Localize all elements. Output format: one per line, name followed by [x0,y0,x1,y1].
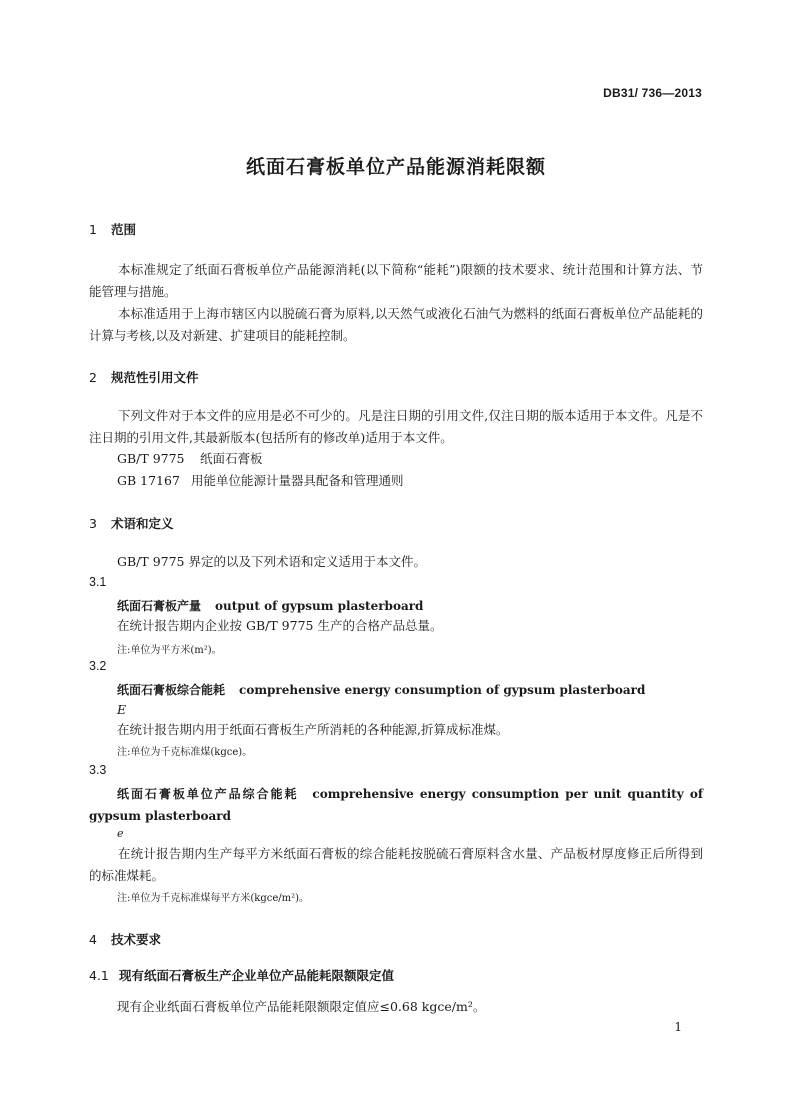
term-3-3 [89,783,703,827]
section-title: 规范性引用文件 [111,370,199,385]
section-title: 技术要求 [111,932,162,947]
term-english: comprehensive energy consumption of gypsum plasterboard [239,683,646,697]
section-title: 范围 [111,222,137,237]
term-english: comprehensive energy consumption per unit quantity of gypsum plasterboard [89,787,703,823]
term-chinese: 纸面石膏板产量 [117,599,202,613]
term-chinese: 纸面石膏板综合能耗 [117,683,226,697]
terms-intro: GB/T 9775 界定的以及下列术语和定义适用于本文件。 [117,554,426,569]
section-number: 4 [89,932,97,947]
scope-paragraph-2: 本标准适用于上海市辖区内以脱硫石膏为原料,以天然气或液化石油气为燃料的纸面石膏板单位产品能耗的计算与考核,以及对新建、扩建项目的能耗控制。 [89,306,703,343]
clause-number: 3.1 [89,575,107,589]
reference-item [117,449,263,467]
reference-title: 用能单位能源计量器具配备和管理通则 [191,473,404,488]
reference-item [117,471,404,489]
section-number: 1 [89,222,97,237]
section-title: 现有纸面石膏板生产企业单位产品能耗限额限定值 [119,968,395,983]
reference-code: GB/T 9775 [117,451,185,466]
reference-title: 纸面石膏板 [200,451,263,466]
term-definition: 在统计报告期内企业按 GB/T 9775 生产的合格产品总量。 [117,618,443,633]
term-note: 注:单位为平方米(m²)。 [117,645,222,656]
section-3-heading [89,514,174,532]
references-intro-paragraph: 下列文件对于本文件的应用是必不可少的。凡是注日期的引用文件,仅注日期的版本适用于本文件。凡是不注日期的引用文件,其最新版本(包括所有的修改单)适用于本文件。 [89,408,703,445]
term-chinese: 纸面石膏板单位产品综合能耗 [117,787,299,801]
term-definition: 在统计报告期内生产每平方米纸面石膏板的综合能耗按脱硫石膏原料含水量、产品板材厚度修正后所得到的标准煤耗。 [89,846,703,883]
page-title: 纸面石膏板单位产品能源消耗限额 [245,156,546,178]
scope-paragraph-1: 本标准规定了纸面石膏板单位产品能源消耗(以下简称“能耗”)限额的技术要求、统计范围和计算方法、节能管理与措施。 [89,262,703,299]
term-english: output of gypsum plasterboard [215,599,424,613]
subsection-4-1-heading [89,966,394,984]
term-3-2 [117,681,645,698]
section-2-heading [89,368,199,386]
clause-number: 3.3 [89,763,107,777]
clause-number: 3.2 [89,659,107,673]
section-number: 2 [89,370,97,385]
limit-value-text: 现有企业纸面石膏板单位产品能耗限额限定值应≤0.68 kgce/m²。 [117,999,486,1014]
section-4-heading [89,930,161,948]
section-title: 术语和定义 [111,516,174,531]
section-number: 3 [89,516,97,531]
term-symbol: e [117,827,124,840]
term-definition: 在统计报告期内用于纸面石膏板生产所消耗的各种能源,折算成标准煤。 [117,722,509,737]
term-note: 注:单位为千克标准煤每平方米(kgce/m²)。 [117,893,310,904]
term-note: 注:单位为千克标准煤(kgce)。 [117,747,253,758]
document-code: DB31/ 736—2013 [603,86,702,100]
section-number: 4.1 [89,968,109,983]
reference-code: GB 17167 [117,473,180,488]
term-3-1 [117,597,423,614]
page-number: 1 [674,1020,682,1034]
section-1-heading [89,220,136,238]
term-symbol: E [117,702,127,717]
